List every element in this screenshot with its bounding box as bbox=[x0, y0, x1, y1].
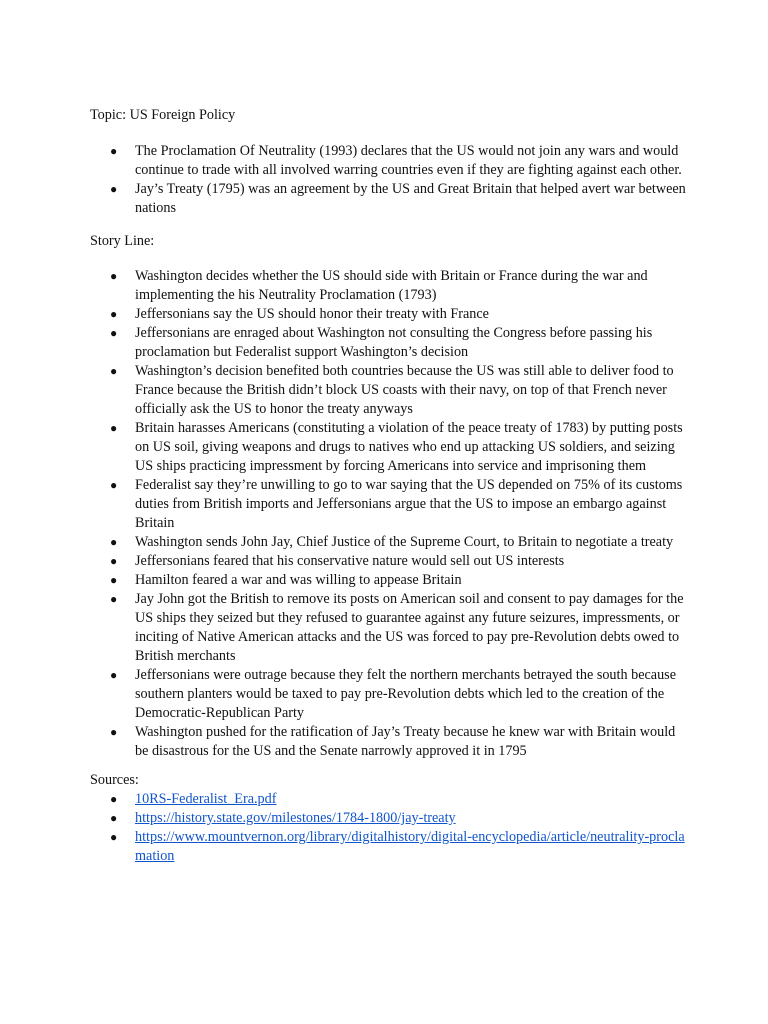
list-item bbox=[90, 666, 690, 723]
list-item-text: The Proclamation Of Neutrality (1993) declares that the US would not join any wars and would continue to trade with all involved warring countries even if they are fighting against each other. bbox=[135, 143, 682, 178]
bullet-icon: ● bbox=[110, 364, 118, 378]
list-item bbox=[90, 362, 690, 419]
list-item bbox=[90, 142, 690, 180]
list-item-text: Britain harasses Americans (constituting a violation of the peace treaty of 1783) by putting posts on US soil, giving weapons and drugs to natives who end up attacking US soldiers, and seizing US ships practicing impressment by forcing Americans into service and imprisoning them bbox=[135, 420, 683, 474]
source-item bbox=[90, 809, 690, 828]
list-item bbox=[90, 571, 690, 590]
list-item-text: Jeffersonians say the US should honor their treaty with France bbox=[135, 306, 489, 322]
list-item bbox=[90, 419, 690, 476]
source-link-history-state[interactable]: https://history.state.gov/milestones/1784-1800/jay-treaty bbox=[135, 810, 456, 826]
list-item bbox=[90, 324, 690, 362]
list-item bbox=[90, 533, 690, 552]
topic-line: Topic: US Foreign Policy bbox=[90, 107, 236, 123]
list-item-text: Jeffersonians are enraged about Washington not consulting the Congress before passing his proclamation but Federalist support Washington’s decision bbox=[135, 325, 653, 360]
list-item bbox=[90, 180, 690, 218]
bullet-icon: ● bbox=[110, 535, 118, 549]
bullet-icon: ● bbox=[110, 830, 118, 844]
bullet-icon: ● bbox=[110, 326, 118, 340]
sources-heading: Sources: bbox=[90, 772, 139, 788]
bullet-icon: ● bbox=[110, 478, 118, 492]
bullet-icon: ● bbox=[110, 792, 118, 806]
bullet-icon: ● bbox=[110, 554, 118, 568]
list-item-text: Washington’s decision benefited both countries because the US was still able to deliver food to France because the British didn’t block US coasts with their navy, on top of that French never officially ask the US to honor the treaty anyways bbox=[135, 363, 674, 417]
list-item bbox=[90, 552, 690, 571]
list-item-text: Jeffersonians feared that his conservative nature would sell out US interests bbox=[135, 553, 565, 569]
bullet-icon: ● bbox=[110, 182, 118, 196]
bullet-icon: ● bbox=[110, 668, 118, 682]
list-item-text: Jay’s Treaty (1795) was an agreement by the US and Great Britain that helped avert war between nations bbox=[135, 181, 686, 216]
bullet-icon: ● bbox=[110, 421, 118, 435]
source-item bbox=[90, 828, 690, 866]
list-item bbox=[90, 476, 690, 533]
list-item bbox=[90, 590, 690, 666]
list-item-text: Hamilton feared a war and was willing to appease Britain bbox=[135, 572, 462, 588]
list-item-text: Washington pushed for the ratification of Jay’s Treaty because he knew war with Britain would be disastrous for the US and the Senate narrowly approved it in 1795 bbox=[135, 724, 676, 759]
bullet-icon: ● bbox=[110, 573, 118, 587]
list-item bbox=[90, 723, 690, 761]
source-link-pdf[interactable]: 10RS-Federalist_Era.pdf bbox=[135, 791, 277, 807]
bullet-icon: ● bbox=[110, 144, 118, 158]
list-item-text: Jay John got the British to remove its posts on American soil and consent to pay damages for the US ships they seized but they refused to guarantee against any future seizures, impressments, or inciting of Native American attacks and the US was forced to pay pre-Revolution debts owed to British merchants bbox=[135, 591, 684, 664]
bullet-icon: ● bbox=[110, 269, 118, 283]
bullet-icon: ● bbox=[110, 811, 118, 825]
story-list bbox=[90, 267, 690, 761]
bullet-icon: ● bbox=[110, 307, 118, 321]
story-heading: Story Line: bbox=[90, 233, 155, 249]
list-item-text: Federalist say they’re unwilling to go to war saying that the US depended on 75% of its customs duties from British imports and Jeffersonians argue that the US to impose an embargo against Britain bbox=[135, 477, 683, 531]
topic-list bbox=[90, 142, 690, 218]
bullet-icon: ● bbox=[110, 592, 118, 606]
list-item bbox=[90, 267, 690, 305]
source-link-mountvernon[interactable]: https://www.mountvernon.org/library/digitalhistory/digital-encyclopedia/article/neutrality-proclamation bbox=[135, 829, 685, 864]
source-item bbox=[90, 790, 690, 809]
list-item-text: Washington decides whether the US should side with Britain or France during the war and implementing the his Neutrality Proclamation (1793) bbox=[135, 268, 648, 303]
sources-list bbox=[90, 790, 690, 866]
list-item-text: Washington sends John Jay, Chief Justice of the Supreme Court, to Britain to negotiate a treaty bbox=[135, 534, 674, 550]
list-item-text: Jeffersonians were outrage because they felt the northern merchants betrayed the south because southern planters would be taxed to pay pre-Revolution debts which led to the creation of the Democratic-Republican Party bbox=[135, 667, 677, 721]
bullet-icon: ● bbox=[110, 725, 118, 739]
list-item bbox=[90, 305, 690, 324]
